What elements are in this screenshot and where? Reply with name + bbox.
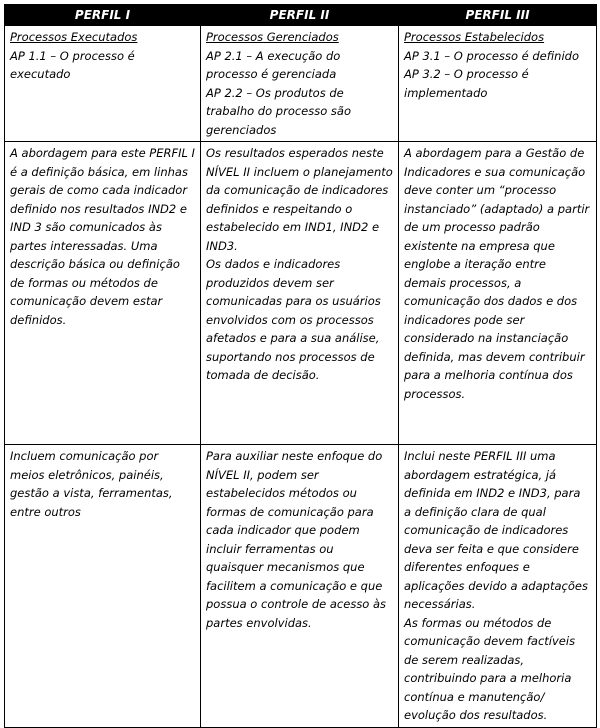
cell-perfil-3-attributes <box>399 26 597 142</box>
process-attribute: AP 2.2 – Os produtos de trabalho do processo são gerenciados <box>206 85 352 137</box>
methods-text: Para auxiliar neste enfoque do NÍVEL II, podem ser estabelecidos métodos ou formas de comunicação para cada indicador que podem incluir ferramentas ou quaisquer mecanismos que facilitem a comunicação e que possua o controle de acesso às partes envolvidas. <box>206 449 387 630</box>
methods-text: Incluem comunicação por meios eletrônicos, painéis, gestão a vista, ferramentas, entre outros <box>10 449 173 519</box>
process-level-title: Processos Executados <box>10 30 138 44</box>
process-attribute: AP 3.2 – O processo é implementado <box>404 67 529 100</box>
approach-text: A abordagem para este PERFIL I é a definição básica, em linhas gerais de como cada indicador definido nos resultados IND2 e IND 3 são comunicados às partes interessadas. Uma descrição básica ou definição de formas ou métodos de comunicação devem estar definidos. <box>10 146 195 327</box>
table-row-communication-methods <box>5 445 597 728</box>
header-perfil-2: PERFIL II <box>201 5 399 26</box>
cell-perfil-2-approach <box>201 142 399 445</box>
approach-text: Os dados e indicadores produzidos devem ser comunicadas para os usuários envolvidos com os processos afetados e para a sua análise, suportando nos processos de tomada de decisão. <box>206 257 381 382</box>
cell-perfil-1-methods <box>5 445 201 728</box>
approach-text: Os resultados esperados neste NÍVEL II incluem o planejamento da comunicação de indicadores definidos e respeitando o estabelecido em IND1, IND2 e IND3. <box>206 146 393 253</box>
approach-text: A abordagem para a Gestão de Indicadores e sua comunicação deve conter um “processo instanciado” (adaptado) a partir de um processo padrão existente na empresa que englobe a iteração entre demais processos, a comunicação dos dados e dos indicadores pode ser considerado na instanciação definida, mas devem contribuir para a melhoria contínua dos processos. <box>404 146 590 401</box>
process-attribute: AP 3.1 – O processo é definido <box>404 48 580 63</box>
cell-perfil-2-attributes <box>201 26 399 142</box>
process-level-title: Processos Gerenciados <box>206 30 339 44</box>
table-row-approach <box>5 142 597 445</box>
process-attribute: AP 2.1 – A execução do processo é gerenciada <box>206 48 341 81</box>
cell-perfil-2-methods <box>201 445 399 728</box>
table-row-process-attributes <box>5 26 597 142</box>
cell-perfil-1-attributes <box>5 26 201 142</box>
cell-perfil-3-approach <box>399 142 597 445</box>
table-header-row <box>5 5 597 26</box>
header-perfil-1: PERFIL I <box>5 5 201 26</box>
profile-comparison-table <box>4 4 597 728</box>
cell-perfil-3-methods <box>399 445 597 728</box>
cell-perfil-1-approach <box>5 142 201 445</box>
methods-text: As formas ou métodos de comunicação devem factíveis de serem realizadas, contribuindo para a melhoria contínua e manutenção/ evolução dos resultados. <box>404 615 576 722</box>
methods-text: Inclui neste PERFIL III uma abordagem estratégica, já definida em IND2 e IND3, para a definição clara de qual comunicação de indicadores deva ser feita e que considere diferentes enfoques e aplicações devido a adaptações necessárias. <box>404 449 588 611</box>
header-perfil-3: PERFIL III <box>399 5 597 26</box>
process-level-title: Processos Estabelecidos <box>404 30 545 44</box>
process-attribute: AP 1.1 – O processo é executado <box>10 48 135 81</box>
